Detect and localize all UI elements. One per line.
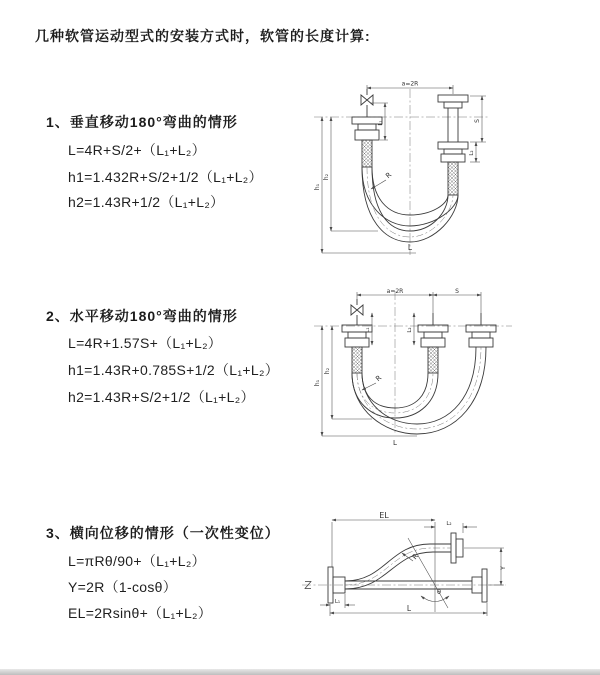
section2-formula-h2: h2=1.43R+S/2+1/2（L₁+L₂） (68, 389, 255, 405)
u-bend-hose (352, 347, 486, 434)
upper-flange-displaced (451, 533, 456, 563)
section1-formula-L: L=4R+S/2+（L₁+L₂） (68, 142, 206, 158)
dim-label-r: R (410, 552, 421, 562)
dim-label-h1: h₁ (314, 379, 321, 387)
braided-hose-section (448, 162, 458, 195)
section3-formula-Y: Y=2R（1-cosθ） (68, 579, 178, 595)
dim-label-a2r: a=2R (401, 80, 419, 88)
flanges-and-pipes (328, 533, 487, 603)
section2-formula-L: L=4R+1.57S+（L₁+L₂） (68, 335, 223, 351)
diagram-vertical-movement-180-bend (312, 73, 600, 258)
dim-label-h2: h₂ (323, 173, 330, 181)
section1-formula-h1: h1=1.432R+S/2+1/2（L₁+L₂） (68, 169, 263, 185)
dim-label-s: S (455, 288, 459, 295)
section2-heading: 2、水平移动180°弯曲的情形 (46, 308, 238, 324)
dim-label-theta: θ (437, 588, 441, 596)
dim-label-l: L (406, 604, 412, 613)
dimension-lines (320, 520, 504, 616)
angle-construction (408, 538, 449, 608)
section2-formula-h1: h1=1.43R+0.785S+1/2（L₁+L₂） (68, 362, 279, 378)
left-pipe-assembly (352, 89, 382, 167)
dim-label-l2: L₂ (446, 521, 452, 527)
dim-label-l1: L₁ (334, 599, 341, 605)
center-lines (314, 291, 512, 433)
left-pipe-assembly (342, 299, 372, 373)
dim-label-r: R (374, 373, 384, 384)
section3-formula-L: L=πRθ/90+（L₁+L₂） (68, 553, 206, 569)
dim-label-r: R (384, 170, 394, 181)
middle-pipe-assembly (418, 313, 448, 373)
braided-hose-section (352, 347, 362, 373)
dim-label-l: L (407, 243, 413, 252)
dim-label-el: EL (379, 511, 389, 520)
section1-formula-h2: h2=1.43R+1/2（L₁+L₂） (68, 194, 225, 210)
section3-heading: 3、横向位移的情形（一次性变位） (46, 525, 280, 541)
dim-label-l: L (393, 439, 397, 447)
dim-label-h1: h₁ (314, 183, 321, 191)
section3-formula-EL: EL=2Rsinθ+（L₁+L₂） (68, 605, 213, 621)
scan-bottom-edge (0, 669, 600, 675)
braided-hose-section (362, 140, 372, 167)
section1-heading: 1、垂直移动180°弯曲的情形 (46, 114, 238, 130)
dim-label-s: S (474, 119, 481, 123)
page-title: 几种软管运动型式的安装方式时，软管的长度计算: (35, 28, 371, 44)
braided-hose-section (428, 347, 438, 373)
dimension-lines (322, 292, 481, 436)
right-pipe-assembly (438, 95, 468, 195)
diagram-horizontal-movement-180-bend (312, 283, 600, 458)
dim-label-y: Y (499, 566, 507, 570)
dimension-lines (322, 85, 486, 253)
dim-label-l1: L₁ (378, 120, 384, 126)
dim-label-l2: L₂ (407, 327, 413, 333)
dim-label-a2r: a=2R (386, 288, 404, 295)
dim-label-l2: L₂ (469, 150, 475, 156)
dim-label-l1: L₁ (365, 327, 371, 333)
diagram-lateral-displacement (300, 508, 600, 638)
hose-centerlines (357, 347, 481, 429)
valve-icon (361, 95, 367, 105)
right-flange (482, 569, 487, 602)
valve-icon (351, 305, 357, 315)
dim-label-h2: h₂ (324, 367, 331, 375)
